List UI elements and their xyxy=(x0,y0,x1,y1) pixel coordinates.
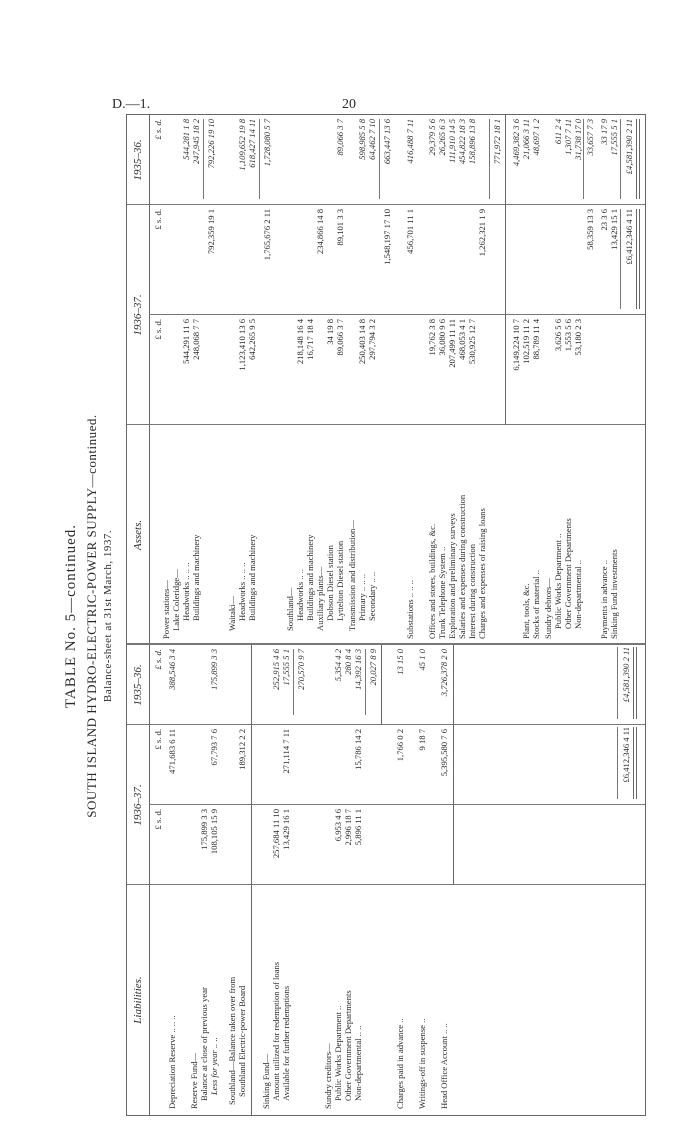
double-rule xyxy=(636,209,640,309)
table-heading: SOUTH ISLAND HYDRO-ELECTRIC-POWER SUPPLY—continued. xyxy=(84,414,99,818)
asset-wk-bld-1936: 618,427 14 11 xyxy=(247,119,257,168)
asset-substations-1936: 416,488 7 11 xyxy=(405,119,415,164)
asset-sinking-fund: Sinking Fund investments xyxy=(609,549,619,639)
asset-salaries-amt: 468,053 4 1 xyxy=(457,319,467,360)
asset-sd-pwd: Public Works Department .. xyxy=(553,533,563,629)
asset-plant-amt: 102,519 11 2 xyxy=(521,319,531,364)
asset-sd-other-amt: 1,553 5 6 xyxy=(563,319,573,352)
asset-tr-secondary-amt: 297,794 3 2 xyxy=(367,319,377,360)
liab-sc-total: 15,786 14 2 xyxy=(353,729,363,770)
liab-southland: Southland—Balance taken over from xyxy=(227,976,237,1105)
asset-sl-headworks: Headworks .. .. xyxy=(295,568,305,621)
asset-grand-total: £6,412,346 4 11 xyxy=(624,209,634,265)
liab-rf-balance-amt: 175,899 3 3 xyxy=(199,809,209,850)
asset-lake-coleridge: Lake Coleridge— xyxy=(171,569,181,631)
col-divider xyxy=(127,424,645,425)
asset-trunk-telephone: Trunk Telephone System .. xyxy=(437,546,447,639)
asset-power-stations: Power stations— xyxy=(161,580,171,639)
asset-transmission: Transmission and distribution— xyxy=(347,520,357,631)
liab-head-office: Head Office Account .. .. xyxy=(439,1023,449,1109)
asset-waitaki: Waitaki— xyxy=(227,595,237,631)
asset-wk-total: 1,765,676 2 11 xyxy=(262,209,272,261)
liab-dep-1936: 388,546 3 4 xyxy=(167,649,177,690)
liab-sc-pwd: Public Works Department .. xyxy=(333,1005,343,1101)
liab-sf-available: Available for further redemptions xyxy=(281,985,291,1101)
asset-sd-other: Other Government Departments xyxy=(563,518,573,629)
liab-sf-1936-b: 17,555 5 1 xyxy=(281,649,291,686)
asset-sd-nondept-amt: 53,180 2 3 xyxy=(573,319,583,356)
liab-sc-nondept-amt: 5,896 11 1 xyxy=(353,809,363,846)
total-rule xyxy=(620,209,621,309)
section-rule xyxy=(505,115,506,425)
section-rule xyxy=(381,645,382,725)
asset-sinking-1936: 17,555 5 1 xyxy=(609,119,619,156)
assets-header: Assets. xyxy=(132,519,144,551)
asset-offices-1936: 29,379 5 6 xyxy=(427,119,437,156)
subtotal-rule xyxy=(293,649,294,715)
col-divider xyxy=(127,204,645,205)
double-rule xyxy=(636,119,640,199)
header-rule xyxy=(149,115,150,1115)
asset-wk-buildings: Buildings and machinery xyxy=(247,534,257,621)
double-rule xyxy=(633,727,637,799)
balance-sheet-table xyxy=(126,114,646,1116)
section-rule xyxy=(453,645,454,885)
asset-lc-bld-amt: 248,068 7 7 xyxy=(191,319,201,360)
liab-sf-amount-amt: 257,684 11 10 xyxy=(271,809,281,859)
asset-sd-1936-total: 33,657 7 3 xyxy=(585,119,595,156)
asset-sd-nondept-1936: 31,738 17 0 xyxy=(573,119,583,160)
unit-label: £ s. d. xyxy=(153,649,163,670)
asset-lc-buildings: Buildings and machinery xyxy=(191,534,201,621)
liab-charges-1936: 13 15 0 xyxy=(395,649,405,675)
asset-offices: Offices and stores, buildings, &c. xyxy=(427,523,437,639)
asset-offices-amt: 19,762 3 8 xyxy=(427,319,437,356)
asset-exploration-1936: 111,910 14 5 xyxy=(447,119,457,163)
section-rule xyxy=(251,645,252,1115)
liab-charges-amt: 1,766 0 2 xyxy=(395,729,405,762)
liab-sf-available-amt: 13,429 16 1 xyxy=(281,809,291,850)
asset-aux-dobson: Dobson Diesel station xyxy=(325,545,335,621)
asset-tr-secondary-1936: 64,462 7 10 xyxy=(367,119,377,160)
liab-head-1936: 3,726,378 2 0 xyxy=(439,649,449,697)
asset-tr-primary: Primary .. .. .. xyxy=(357,573,367,621)
col-divider xyxy=(127,724,645,725)
liab-sc-other-amt: 2,996 18 7 xyxy=(343,809,353,846)
total-rule xyxy=(617,647,618,719)
asset-tr-primary-amt: 250,403 14 8 xyxy=(357,319,367,365)
liabilities-1936-header: 1935–36. xyxy=(132,664,144,706)
asset-exploration-amt: 207,499 11 11 xyxy=(447,319,457,368)
asset-southland: Southland— xyxy=(285,587,295,631)
asset-wk-head-amt: 1,123,410 13 6 xyxy=(237,319,247,371)
liabilities-header: Liabilities. xyxy=(132,976,144,1024)
unit-label: £ s. d. xyxy=(153,319,163,340)
col-divider xyxy=(149,314,645,315)
asset-trunk-amt: 36,080 9 6 xyxy=(437,319,447,356)
liab-sf-amount: Amount utilized for redemption of loans xyxy=(271,961,281,1101)
asset-lc-head-1936: 544,281 1 8 xyxy=(181,119,191,160)
asset-lc-total: 792,359 19 1 xyxy=(206,209,216,255)
liab-charges-advance: Charges paid in advance .. xyxy=(395,1018,405,1109)
asset-wk-headworks: Headworks .. .. .. xyxy=(237,562,247,621)
asset-sl-buildings: Buildings and machinery xyxy=(305,534,315,621)
subtotal-rule xyxy=(583,119,584,199)
asset-aux-lyttelton: Lyttelton Diesel station xyxy=(335,540,345,621)
asset-grand-1936: £4,581,390 2 11 xyxy=(624,119,634,175)
asset-aux-total: 89,101 3 3 xyxy=(335,209,345,246)
liab-sc-1936-total: 20,027 8 9 xyxy=(368,649,378,686)
asset-salaries: Salaries and expenses during construction xyxy=(457,494,467,639)
asset-exploration: Exploration and preliminary surveys xyxy=(447,513,457,639)
liab-sc-1936-c: 14,392 16 3 xyxy=(353,649,363,690)
asset-lc-headworks: Headworks .. .. .. xyxy=(181,562,191,621)
liab-rf-less-amt: 108,105 15 9 xyxy=(209,809,219,855)
assets-1936-header: 1935–36. xyxy=(132,139,144,181)
asset-interest: Interest during construction xyxy=(467,544,477,639)
subtotal-rule xyxy=(379,119,380,199)
asset-plant-1936: 21,066 3 11 xyxy=(521,119,531,160)
col-divider xyxy=(127,884,645,885)
liab-sinking-fund: Sinking Fund— xyxy=(261,1053,271,1109)
liab-sf-total: 271,114 7 11 xyxy=(281,729,291,774)
asset-tr-1936-total: 663,447 13 6 xyxy=(382,119,392,165)
liab-grand-1936: £4,581,390 2 11 xyxy=(621,647,631,703)
asset-subtotal: 6,149,224 10 7 xyxy=(511,319,521,371)
asset-sundry-debtors: Sundry debtors— xyxy=(543,578,553,639)
table-titles xyxy=(56,116,136,1116)
asset-payments-1936: 33 17 9 xyxy=(599,119,609,145)
liab-sundry-creditors: Sundry creditors— xyxy=(323,1043,333,1109)
asset-stocks: Stocks of material .. xyxy=(531,570,541,639)
asset-interest-1936: 158,896 13 8 xyxy=(467,119,477,165)
liab-sc-1936-b: 280 8 4 xyxy=(343,649,353,675)
asset-salaries-1936: 454,822 18 3 xyxy=(457,119,467,165)
asset-wk-head-1936: 1,109,652 19 8 xyxy=(237,119,247,171)
liab-sc-nondept: Non-departmental .. .. xyxy=(353,1025,363,1101)
asset-sd-total: 58,359 13 3 xyxy=(585,209,595,250)
rotated-balance-sheet xyxy=(56,116,656,1116)
asset-charges-total: 1,262,321 1 9 xyxy=(477,209,487,257)
asset-stocks-amt: 88,789 11 4 xyxy=(531,319,541,360)
table-number: TABLE No. 5—continued. xyxy=(63,523,79,709)
asset-tr-total: 1,548,197 17 10 xyxy=(382,209,392,265)
liab-writings-1936: 45 1 0 xyxy=(417,649,427,671)
total-rule xyxy=(620,119,621,199)
asset-charges-1936: 771,972 18 1 xyxy=(492,119,502,165)
liab-dep-1937: 471,683 6 11 xyxy=(167,729,177,774)
asset-sl-bld-amt: 16,717 18 4 xyxy=(305,319,315,360)
liab-sc-pwd-amt: 6,953 4 6 xyxy=(333,809,343,842)
asset-sinking-amt: 13,429 15 1 xyxy=(609,209,619,250)
asset-subtotal-1936: 4,469,382 3 6 xyxy=(511,119,521,167)
page-reference: D.—1. xyxy=(112,97,151,112)
asset-aux-1936: 89,066 3 7 xyxy=(335,119,345,156)
asset-substations-amt: 456,701 11 1 xyxy=(405,209,415,254)
liab-sc-1936-a: 5,354 4 2 xyxy=(333,649,343,682)
asset-tr-primary-1936: 598,985 5 8 xyxy=(357,119,367,160)
asset-lc-head-amt: 544,291 11 6 xyxy=(181,319,191,364)
liab-reserve-fund: Reserve Fund— xyxy=(189,1052,199,1109)
asset-sd-pwd-1936: 611 2 4 xyxy=(553,119,563,145)
asset-sd-pwd-amt: 3,626 5 6 xyxy=(553,319,563,352)
asset-payments-amt: 23 3 6 xyxy=(599,209,609,231)
asset-interest-amt: 530,925 12 7 xyxy=(467,319,477,365)
asset-sd-nondept: Non-departmental .. xyxy=(573,560,583,629)
asset-wk-1936-total: 1,728,080 5 7 xyxy=(262,119,272,167)
liab-writings-amt: 9 18 7 xyxy=(417,729,427,751)
asset-sl-total: 234,866 14 8 xyxy=(315,209,325,255)
unit-label: £ s. d. xyxy=(153,119,163,140)
liab-sf-1936-a: 252,915 4 6 xyxy=(271,649,281,690)
liab-writings-off: Writings-off in suspense .. xyxy=(417,1018,427,1109)
liab-grand-total: £6,412,346 4 11 xyxy=(621,727,631,783)
page-number: 20 xyxy=(342,97,356,112)
liab-sc-other: Other Government Departments xyxy=(343,990,353,1101)
asset-auxiliary: Auxiliary plants— xyxy=(315,566,325,631)
asset-charges-loans: Charges and expenses of raising loans xyxy=(477,508,487,639)
asset-plant: Plant, tools, &c. xyxy=(521,583,531,639)
subtotal-rule xyxy=(365,649,366,715)
unit-label: £ s. d. xyxy=(153,729,163,750)
liab-rf-1936: 175,899 3 3 xyxy=(209,649,219,690)
unit-label: £ s. d. xyxy=(153,209,163,230)
liab-sf-1936-total: 270,570 9 7 xyxy=(296,649,306,690)
asset-lc-bld-1936: 247,945 18 2 xyxy=(191,119,201,165)
asset-tr-secondary: Secondary .. .. xyxy=(367,571,377,621)
col-divider xyxy=(149,804,645,805)
asset-substations: Substations .. .. .. xyxy=(405,580,415,639)
table-subheading: Balance-sheet at 31st March, 1937. xyxy=(102,529,114,703)
liab-rf-balance: Balance at close of previous year xyxy=(199,987,209,1101)
asset-lc-1936-total: 792,226 19 10 xyxy=(206,119,216,169)
col-divider-center xyxy=(127,643,645,645)
liab-rf-total: 67,793 7 6 xyxy=(209,729,219,766)
asset-trunk-1936: 26,265 6 3 xyxy=(437,119,447,156)
liab-southland-2: Southland Electric-power Board xyxy=(237,985,247,1097)
total-rule xyxy=(617,727,618,799)
liab-depreciation-reserve: Depreciation Reserve .. .. .. xyxy=(167,1015,177,1109)
asset-wk-bld-amt: 642,265 9 5 xyxy=(247,319,257,360)
asset-sd-other-1936: 1,307 7 11 xyxy=(563,119,573,155)
asset-stocks-1936: 48,697 1 2 xyxy=(531,119,541,156)
subtotal-rule xyxy=(203,119,204,199)
subtotal-rule xyxy=(489,119,490,199)
liab-southland-amt: 189,312 2 2 xyxy=(237,729,247,770)
double-rule xyxy=(633,647,637,719)
asset-payments-advance: Payments in advance .. xyxy=(599,560,609,639)
subtotal-rule xyxy=(259,119,260,199)
assets-1937-header: 1936–37. xyxy=(132,294,144,336)
asset-sl-head-amt: 218,148 16 4 xyxy=(295,319,305,365)
liab-rf-less: Less for year .. .. xyxy=(209,1037,219,1095)
asset-aux-lyttelton-amt: 89,066 3 7 xyxy=(335,319,345,356)
asset-aux-dobson-amt: 34 19 8 xyxy=(325,319,335,345)
liabilities-1937-header: 1936–37. xyxy=(132,784,144,826)
unit-label: £ s. d. xyxy=(153,809,163,830)
liab-head-amt: 5,395,580 7 6 xyxy=(439,729,449,777)
